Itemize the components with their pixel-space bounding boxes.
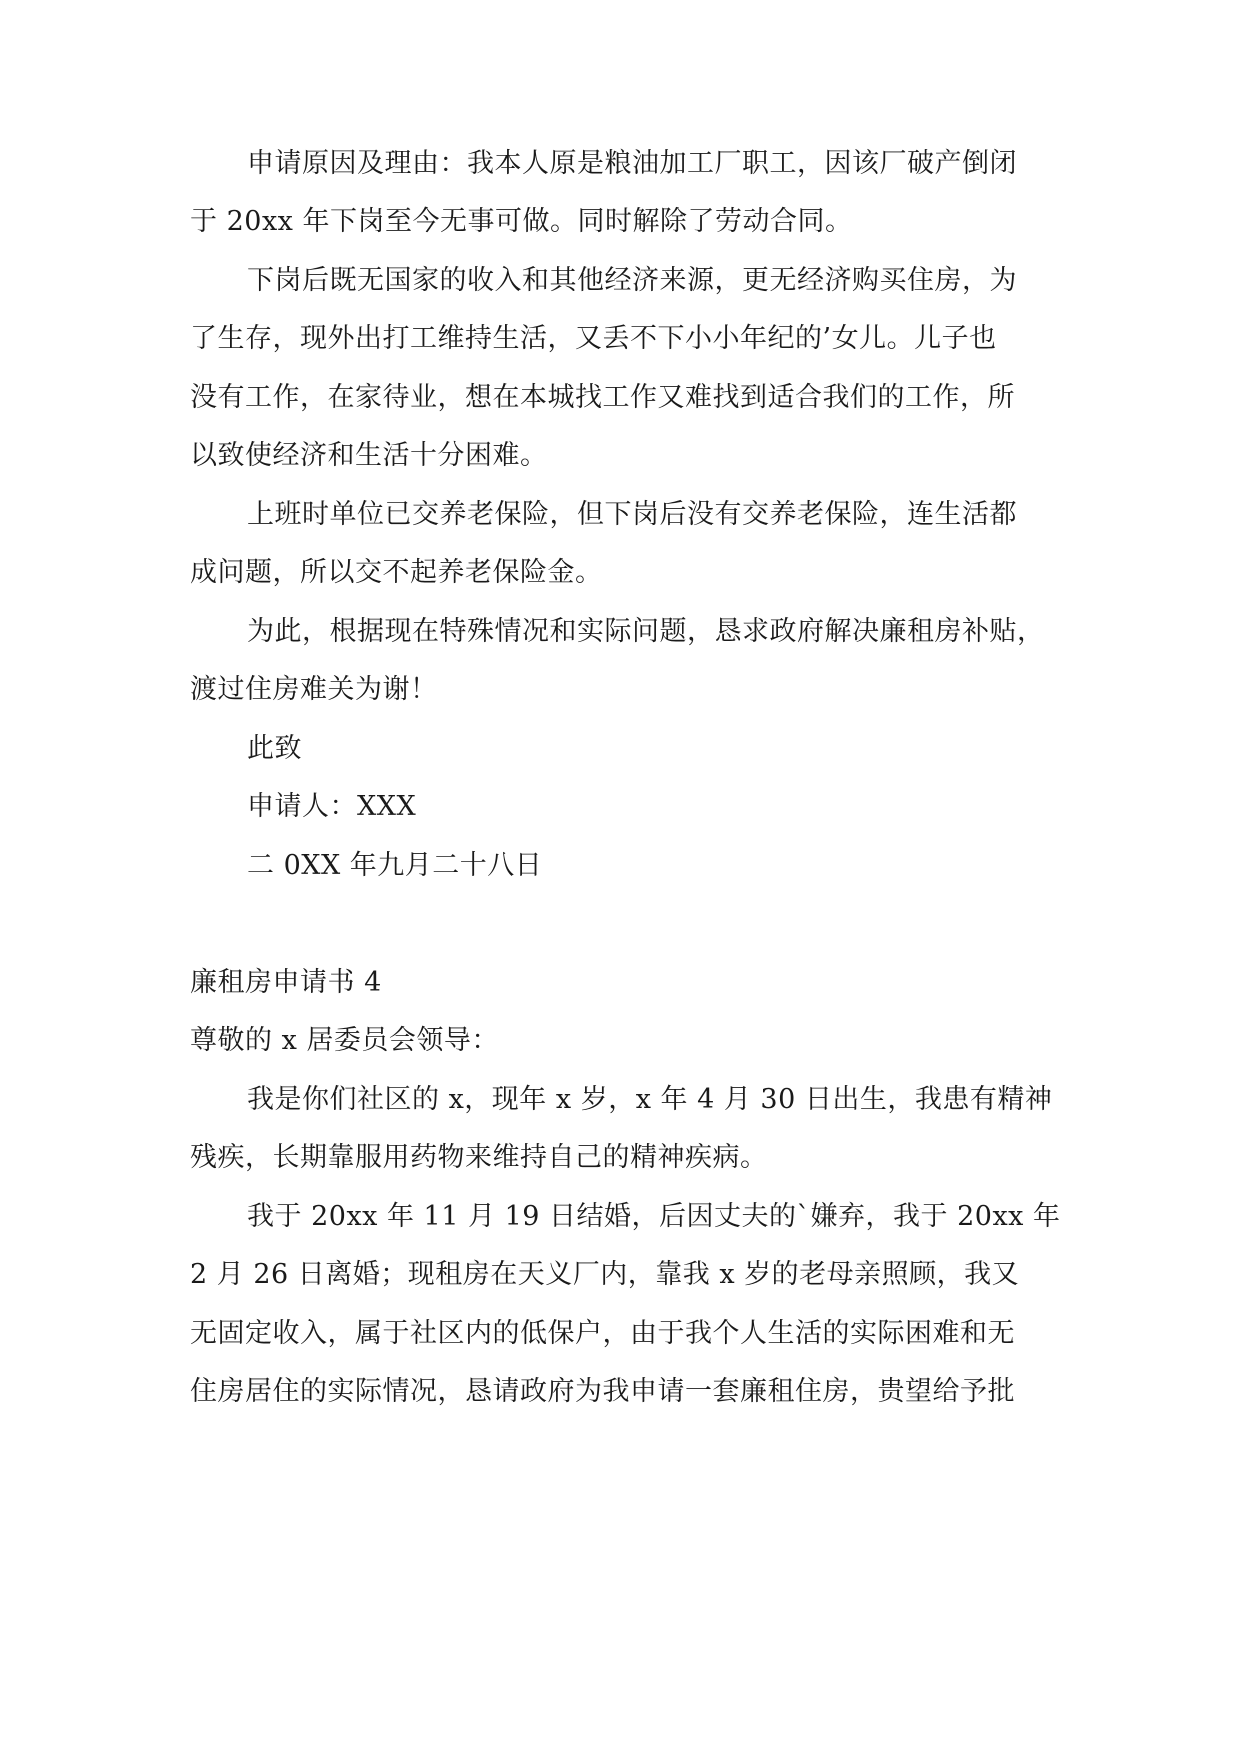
paragraph-situation-line-3: 无固定收入，属于社区内的低保户，由于我个人生活的实际困难和无 bbox=[190, 1318, 1015, 1349]
applicant-signature: 申请人：XXX bbox=[247, 791, 417, 822]
paragraph-income-line-4: 以致使经济和生活十分困难。 bbox=[190, 440, 548, 471]
letter-date: 二 0XX 年九月二十八日 bbox=[247, 850, 543, 881]
salutation: 尊敬的 x 居委员会领导： bbox=[190, 1025, 499, 1056]
paragraph-insurance-line-2: 成问题，所以交不起养老保险金。 bbox=[190, 557, 603, 588]
paragraph-income-line-1: 下岗后既无国家的收入和其他经济来源，更无经济购买住房，为 bbox=[247, 265, 1017, 296]
paragraph-income-line-2: 了生存，现外出打工维持生活，又丢不下小小年纪的’女儿。儿子也 bbox=[190, 323, 997, 354]
paragraph-insurance-line-1: 上班时单位已交养老保险，但下岗后没有交养老保险，连生活都 bbox=[247, 499, 1017, 530]
paragraph-intro-line-2: 残疾，长期靠服用药物来维持自己的精神疾病。 bbox=[190, 1142, 768, 1173]
paragraph-situation-line-2: 2 月 26 日离婚；现租房在天义厂内，靠我 x 岁的老母亲照顾，我又 bbox=[190, 1259, 1020, 1290]
paragraph-reason-line-2: 于 20xx 年下岗至今无事可做。同时解除了劳动合同。 bbox=[190, 206, 853, 237]
paragraph-situation-line-4: 住房居住的实际情况，恳请政府为我申请一套廉租住房，贵望给予批 bbox=[190, 1376, 1015, 1407]
section-title: 廉租房申请书 4 bbox=[190, 967, 382, 998]
closing-text: 此致 bbox=[247, 733, 302, 764]
paragraph-situation-line-1: 我于 20xx 年 11 月 19 日结婚，后因丈夫的`嫌弃，我于 20xx 年 bbox=[247, 1201, 1061, 1232]
paragraph-income-line-3: 没有工作，在家待业，想在本城找工作又难找到适合我们的工作，所 bbox=[190, 382, 1015, 413]
paragraph-intro-line-1: 我是你们社区的 x，现年 x 岁，x 年 4 月 30 日出生，我患有精神 bbox=[247, 1084, 1053, 1115]
paragraph-request-line-1: 为此，根据现在特殊情况和实际问题，恳求政府解决廉租房补贴， bbox=[247, 616, 1045, 647]
paragraph-request-line-2: 渡过住房难关为谢！ bbox=[190, 674, 438, 705]
paragraph-reason-line-1: 申请原因及理由：我本人原是粮油加工厂职工，因该厂破产倒闭 bbox=[247, 148, 1017, 179]
